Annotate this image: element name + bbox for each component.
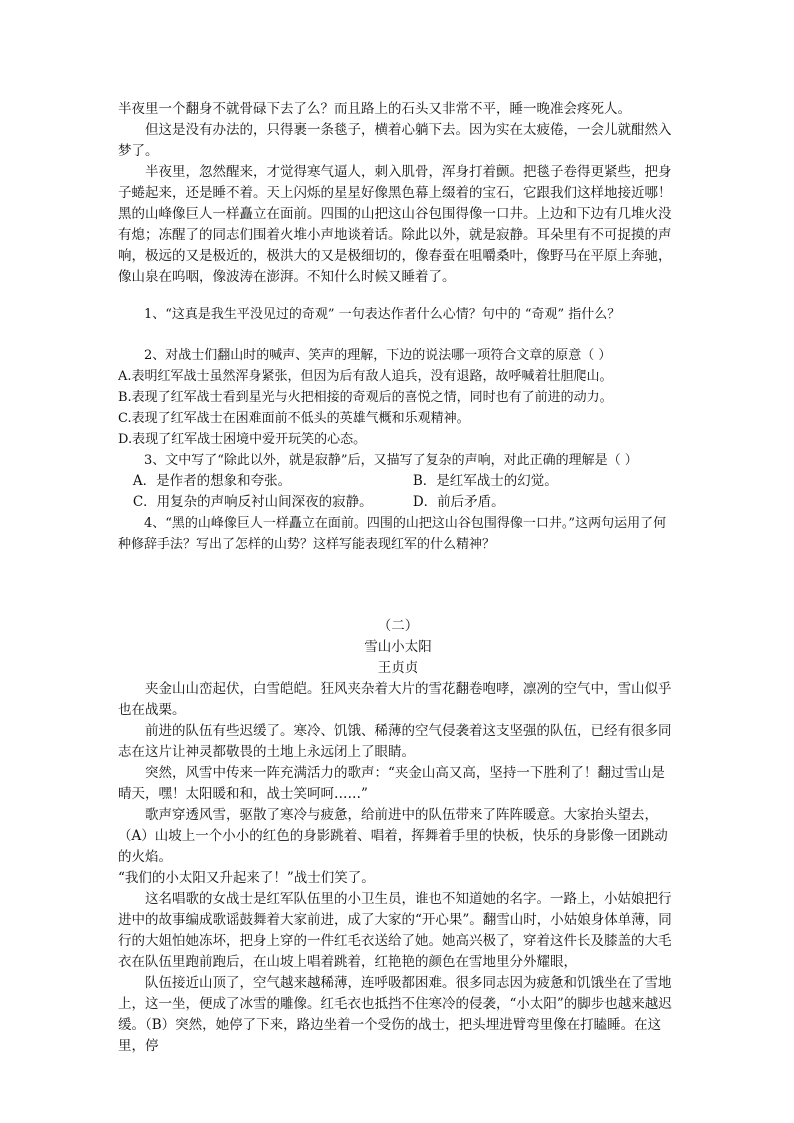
passage-paragraph: 队伍接近山顶了，空气越来越稀薄，连呼吸都困难。很多同志因为疲惫和饥饿坐在了雪地上，这一坐，便成了冰雪的雕像。红毛衣也抵挡不住寒冷的侵袭，“小太阳”的脚步也越来越迟缓。（B）突然，她停了下来，路边坐着一个受伤的战士，把头埋进臂弯里像在打瞌睡。在这里，停 <box>118 975 672 1054</box>
option-d: D.表现了红军战士困境中爱开玩笑的心态。 <box>118 432 367 447</box>
section-number: （二） <box>377 618 419 634</box>
question-2 <box>118 345 678 555</box>
option-c: C．用复杂的声响反衬山间深夜的寂静。 <box>132 494 373 510</box>
passage-paragraph: 突然，风雪中传来一阵充满活力的歌声：“夹金山高又高，坚持一下胜利了！翻过雪山是晴天，嘿！太阳暖和和，战士笑呵呵……” <box>118 765 665 802</box>
passage-author: 王贞贞 <box>377 660 419 676</box>
passage-paragraph: 半夜里一个翻身不就骨碌下去了么？而且路上的石头又非常不平，睡一晚准会疼死人。 <box>118 101 631 117</box>
passage-paragraph: 歌声穿透风雪，驱散了寒冷与疲惫，给前进中的队伍带来了阵阵暖意。大家抬头望去，（A）山坡上一个小小的红色的身影跳着、唱着，挥舞着手里的快板，快乐的身影像一团跳动的火焰。 <box>118 807 668 865</box>
passage-paragraph: 这名唱歌的女战士是红军队伍里的小卫生员，谁也不知道她的名字。一路上，小姑娘把行进中的故事编成歌谣鼓舞着大家前进，成了大家的“开心果”。翻雪山时，小姑娘身体单薄，同行的大姐怕她冻坏，把身上穿的一件红毛衣送给了她。她高兴极了，穿着这件长及膝盖的大毛衣在队伍里跑前跑后，在山坡上唱着跳着，红艳艳的颜色在雪地里分外耀眼， <box>118 891 672 970</box>
question-4-text: 4、“黑的山峰像巨人一样矗立在面前。四围的山把这山谷包围得像一口井。”这两句运用了何种修辞手法？写出了怎样的山势？这样写能表现红军的什么精神？ <box>118 516 667 552</box>
option-d: D．前后矛盾。 <box>412 494 505 510</box>
question-1 <box>118 304 678 325</box>
option-a: A．是作者的想象和夸张。 <box>132 473 292 489</box>
passage-paragraph: 但这是没有办法的，只得裹一条毯子，横着心躺下去。因为实在太疲倦，一会儿就酣然入梦了。 <box>118 122 672 159</box>
option-c: C.表现了红军战士在困难面前不低头的英雄气概和乐观精神。 <box>118 411 470 426</box>
passage-title: 雪山小太阳 <box>364 639 432 655</box>
question-text: 1、“这真是我生平没见过的奇观” 一句表达作者什么心情？句中的 “奇观” 指什么？ <box>144 307 621 322</box>
passage-paragraph: 前进的队伍有些迟缓了。寒冷、饥饿、稀薄的空气侵袭着这支坚强的队伍，已经有很多同志在这片让神灵都敬畏的土地上永远闭上了眼睛。 <box>118 723 672 760</box>
passage-paragraph: “我们的小太阳又升起来了！”战士们笑了。 <box>118 870 375 886</box>
passage-paragraph: 夹金山山峦起伏，白雪皑皑。狂风夹杂着大片的雪花翻卷咆哮，凛冽的空气中，雪山似乎也在战栗。 <box>118 681 672 718</box>
passage-paragraph: 半夜里，忽然醒来，才觉得寒气逼人，刺入肌骨，浑身打着颤。把毯子卷得更紧些，把身子蜷起来，还是睡不着。天上闪烁的星星好像黑色幕上缀着的宝石，它跟我们这样地接近哪！黑的山峰像巨人一样矗立在面前。四围的山把这山谷包围得像一口井。上边和下边有几堆火没有熄；冻醒了的同志们围着火堆小声地谈着话。除此以外，就是寂静。耳朵里有不可捉摸的声响，极远的又是极近的，极洪大的又是极细切的，像春蚕在咀嚼桑叶，像野马在平原上奔驰，像山泉在呜咽，像波涛在澎湃。不知什么时候又睡着了。 <box>118 164 672 285</box>
option-b: B.表现了红军战士看到星光与火把相接的奇观后的喜悦之情，同时也有了前进的动力。 <box>118 390 613 405</box>
question-text: 2、对战士们翻山时的喊声、笑声的理解，下边的说法哪一项符合文章的原意（ ） <box>144 348 612 363</box>
question-3-options <box>118 471 678 513</box>
option-b: B．是红军战士的幻觉。 <box>412 473 558 489</box>
question-3-text: 3、文中写了“除此以外，就是寂静”后，又描写了复杂的声响，对此正确的理解是（ ） <box>144 453 638 468</box>
option-a: A.表明红军战士虽然浑身紧张，但因为后有敌人追兵，没有退路，故呼喊着壮胆爬山。 <box>118 369 613 384</box>
passage-two <box>118 616 678 1057</box>
passage-one <box>118 99 678 288</box>
